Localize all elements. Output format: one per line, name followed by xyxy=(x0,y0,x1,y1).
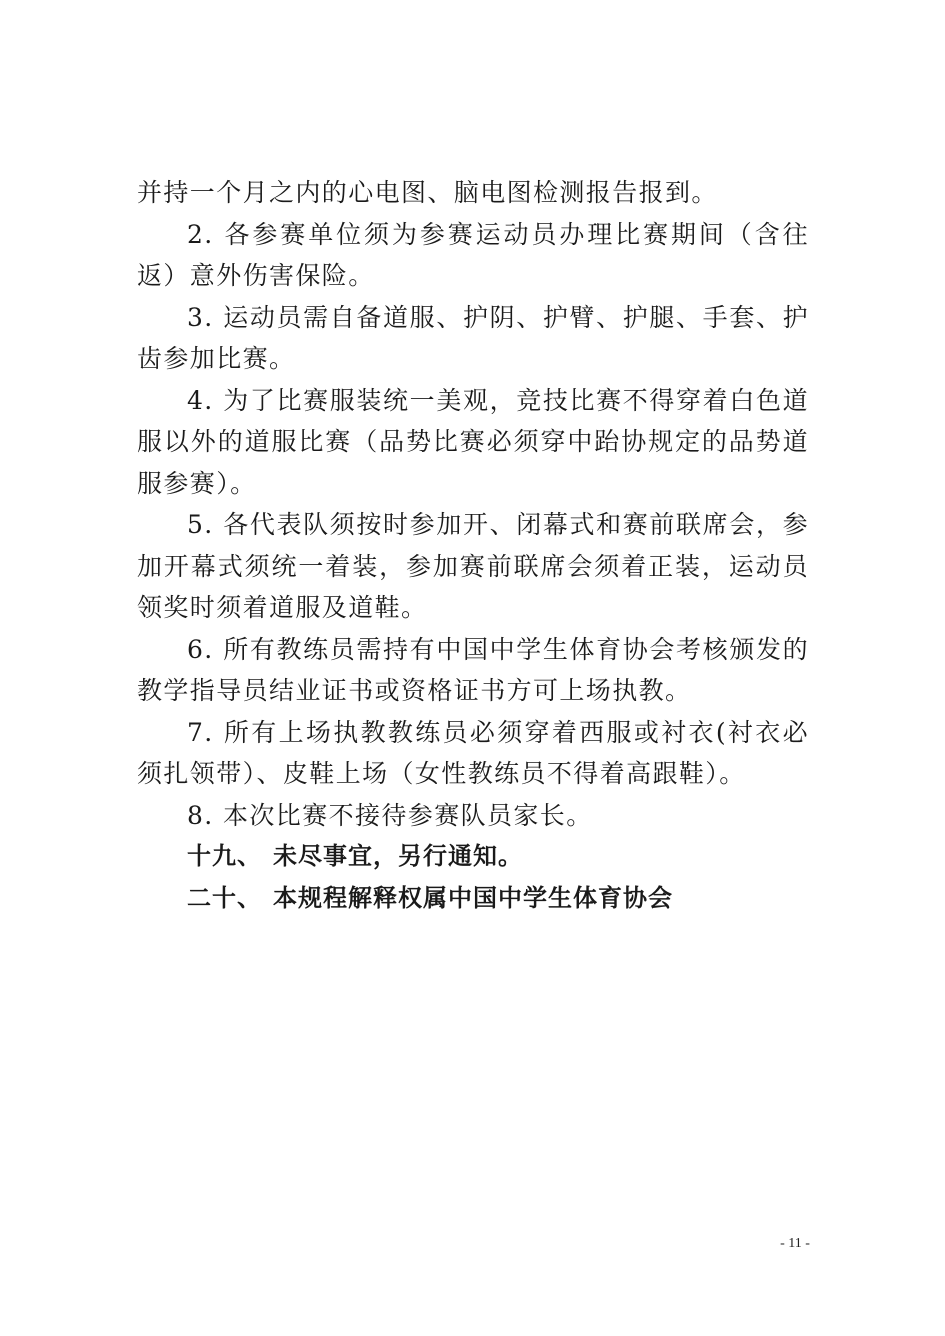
paragraph-item-6: 6. 所有教练员需持有中国中学生体育协会考核颁发的教学指导员结业证书或资格证书方可上场执教。 xyxy=(137,634,809,705)
paragraph-item-5: 5. 各代表队须按时参加开、闭幕式和赛前联席会，参加开幕式须统一着装，参加赛前联席会须着正装，运动员领奖时须着道服及道鞋。 xyxy=(137,510,809,622)
paragraph-continuation: 并持一个月之内的心电图、脑电图检测报告报到。 xyxy=(137,178,718,207)
section-number: 十九、 xyxy=(187,842,262,870)
section-heading-20 xyxy=(137,878,809,920)
section-title: 本规程解释权属中国中学生体育协会 xyxy=(273,883,673,912)
document-body xyxy=(137,172,809,919)
paragraph-item-7: 7. 所有上场执教教练员必须穿着西服或衬衣(衬衣必须扎领带）、皮鞋上场（女性教练员不得着高跟鞋）。 xyxy=(137,717,809,788)
paragraph-item-4: 4. 为了比赛服装统一美观，竞技比赛不得穿着白色道服以外的道服比赛（品势比赛必须穿中跆协规定的品势道服参赛）。 xyxy=(137,385,809,498)
section-number: 二十、 xyxy=(187,883,262,912)
page-number: - 11 - xyxy=(780,1236,810,1251)
section-heading-19 xyxy=(137,836,809,878)
paragraph-item-2: 2. 各参赛单位须为参赛运动员办理比赛期间（含往返）意外伤害保险。 xyxy=(137,219,809,290)
paragraph-item-3: 3. 运动员需自备道服、护阴、护臂、护腿、手套、护齿参加比赛。 xyxy=(137,302,809,373)
paragraph-item-8: 8. 本次比赛不接待参赛队员家长。 xyxy=(187,800,593,830)
section-title: 未尽事宜，另行通知。 xyxy=(273,842,523,870)
